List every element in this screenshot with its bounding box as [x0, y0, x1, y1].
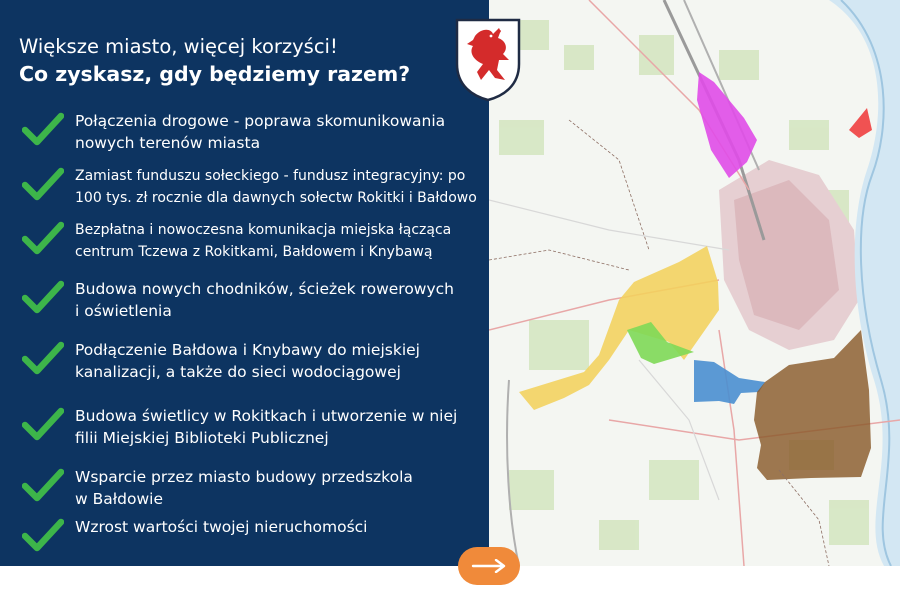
area-map	[489, 0, 900, 566]
checkmark-icon	[22, 466, 64, 504]
headline-subtitle: Większe miasto, więcej korzyści!	[19, 35, 338, 58]
bottom-band	[0, 566, 900, 600]
benefit-text: Wzrost wartości twojej nieruchomości	[75, 518, 368, 536]
headline-title: Co zyskasz, gdy będziemy razem?	[19, 62, 411, 86]
benefit-item	[22, 219, 484, 263]
checkmark-icon	[22, 405, 64, 443]
arrow-right-icon	[471, 559, 507, 573]
benefit-item	[22, 405, 484, 449]
benefit-text: Wsparcie przez miasto budowy przedszkola w Bałdowie	[75, 468, 413, 508]
benefit-item	[22, 339, 484, 383]
coat-of-arms-griffin-icon	[453, 16, 523, 102]
checkmark-icon	[22, 110, 64, 148]
benefit-text: Bezpłatna i nowoczesna komunikacja miejska łącząca centrum Tczewa z Rokitkami, Bałdowem i Knybawą	[75, 222, 452, 260]
benefit-text: Podłączenie Bałdowa i Knybawy do miejskiej kanalizacji, a także do sieci wodociągowej	[75, 341, 420, 381]
benefit-item	[22, 165, 484, 209]
next-button[interactable]	[458, 547, 520, 585]
benefit-item	[22, 110, 484, 154]
checkmark-icon	[22, 165, 64, 203]
benefit-text: Budowa świetlicy w Rokitkach i utworzenie w niej filii Miejskiej Biblioteki Publicznej	[75, 407, 458, 447]
benefit-text: Połączenia drogowe - poprawa skomunikowania nowych terenów miasta	[75, 112, 446, 152]
checkmark-icon	[22, 278, 64, 316]
benefit-item	[22, 278, 484, 322]
benefit-item	[22, 466, 484, 510]
checkmark-icon	[22, 516, 64, 554]
benefit-text: Zamiast funduszu sołeckiego - fundusz integracyjny: po 100 tys. zł rocznie dla dawnych sołectw Rokitki i Bałdowo	[75, 168, 477, 206]
benefit-text: Budowa nowych chodników, ścieżek rowerowych i oświetlenia	[75, 280, 455, 320]
checkmark-icon	[22, 339, 64, 377]
checkmark-icon	[22, 219, 64, 257]
benefit-item	[22, 516, 484, 560]
